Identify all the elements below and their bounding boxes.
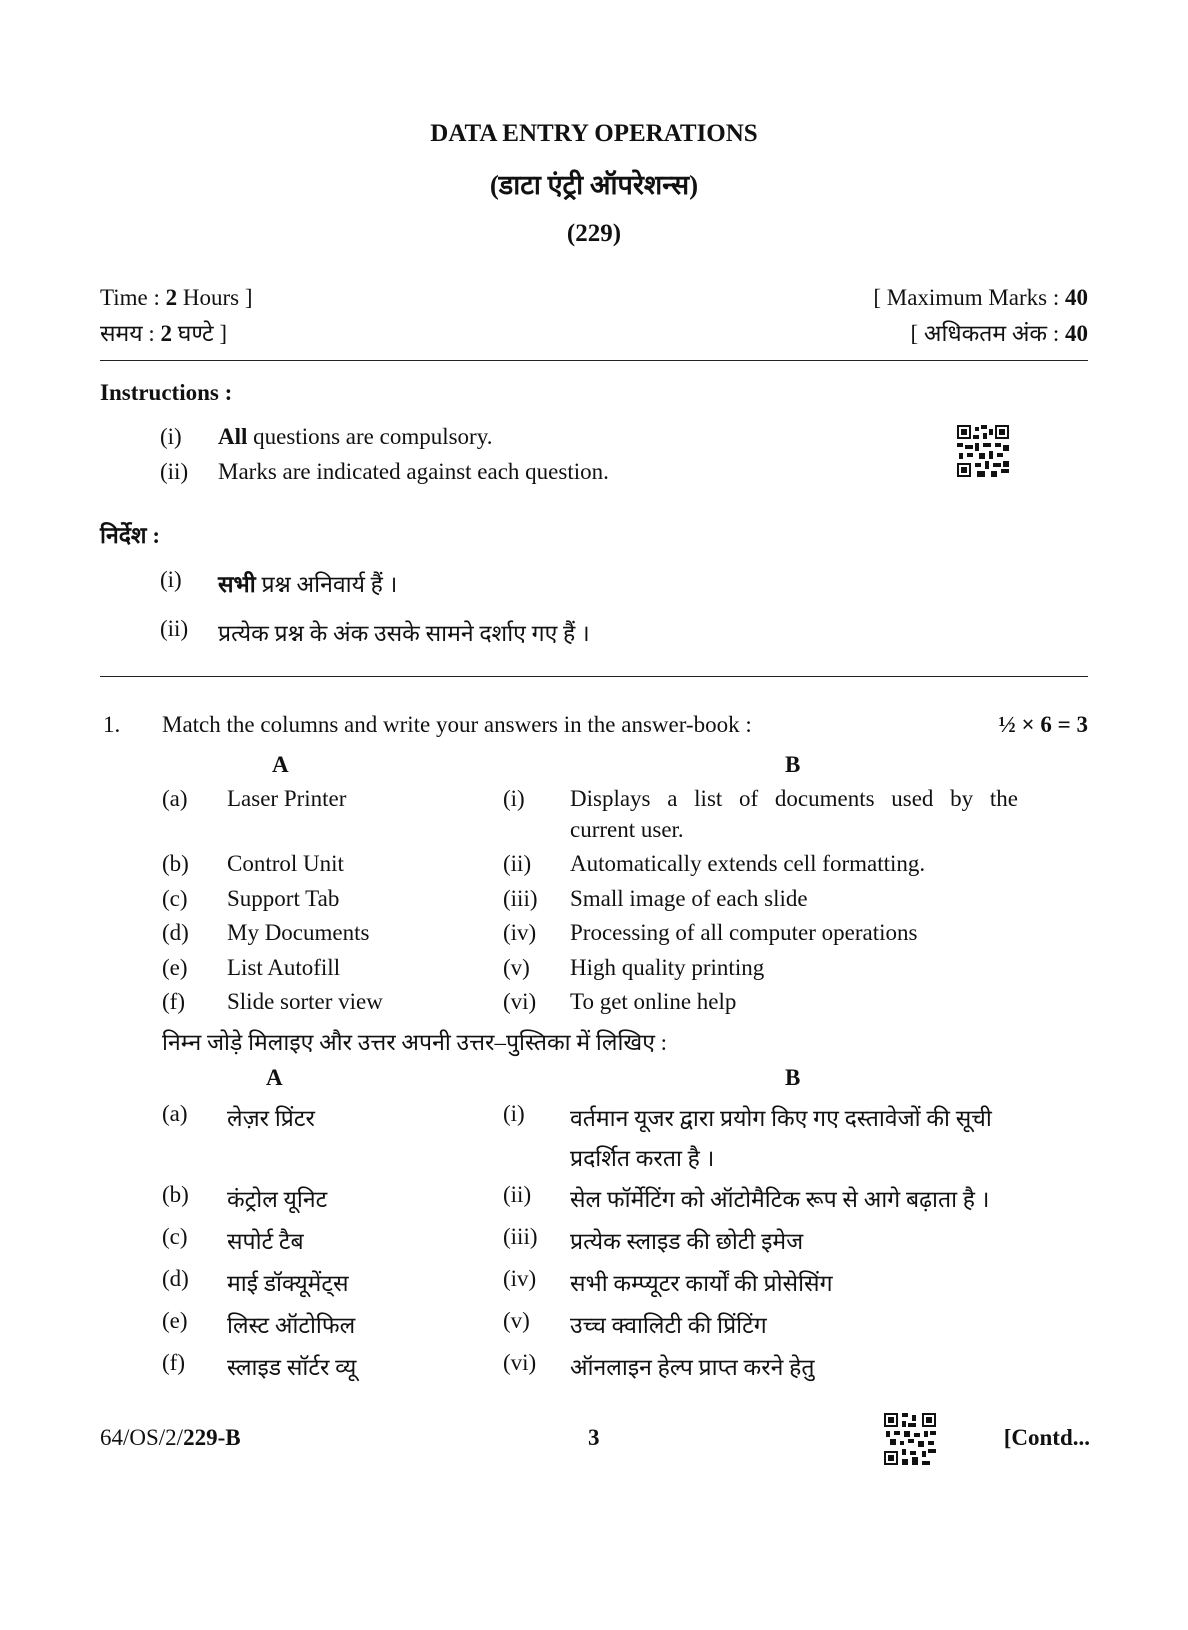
column-b-item: High quality printing: [570, 955, 765, 980]
column-a-item: माई डॉक्यूमेंट्स: [227, 1271, 349, 1296]
row-letter: (d): [162, 1266, 189, 1291]
row-numeral: (v): [503, 1308, 530, 1333]
instruction-text: All questions are compulsory.: [218, 424, 493, 449]
row-numeral: (iii): [503, 1224, 538, 1249]
row-numeral: (iv): [503, 1266, 537, 1291]
column-a-item: Support Tab: [227, 886, 340, 911]
column-b-item-continued: प्रदर्शित करता है ।: [570, 1146, 715, 1171]
continued-label: [Contd...: [1003, 1425, 1090, 1450]
column-b-item: सभी कम्प्यूटर कार्यों की प्रोसेसिंग: [570, 1271, 833, 1296]
question-number: 1.: [103, 712, 121, 737]
column-a-item: Control Unit: [227, 851, 344, 876]
column-b-item: वर्तमान यूजर द्वारा प्रयोग किए गए दस्तावेजों की सूची: [570, 1106, 992, 1131]
column-a-header: A: [272, 752, 289, 777]
column-a-item: List Autofill: [227, 955, 341, 980]
column-a-item: Laser Printer: [227, 786, 347, 811]
instruction-text-hindi: सभी प्रश्न अनिवार्य हैं ।: [218, 572, 398, 597]
instructions-heading: Instructions :: [100, 380, 233, 405]
row-letter: (c): [162, 1224, 188, 1249]
instruction-text: Marks are indicated against each question.: [218, 459, 609, 484]
time-en: Time : 2 Hours ]: [100, 285, 253, 310]
question-prompt-hindi: निम्न जोड़े मिलाइए और उत्तर अपनी उत्तर–पुस्तिका में लिखिए :: [162, 1030, 668, 1055]
column-b-item: ऑनलाइन हेल्प प्राप्त करने हेतु: [570, 1355, 815, 1380]
row-letter: (b): [162, 1182, 189, 1207]
column-b-item-continued: current user.: [570, 817, 684, 842]
max-marks-hi: [ अधिकतम अंक : 40: [910, 321, 1088, 346]
row-letter: (a): [162, 786, 188, 811]
column-a-item: स्लाइड सॉर्टर व्यू: [227, 1355, 357, 1380]
column-b-header: B: [785, 752, 801, 777]
row-numeral: (ii): [503, 1182, 532, 1207]
row-numeral: (iii): [503, 886, 538, 911]
instructions-divider: [100, 676, 1088, 677]
instruction-num: (ii): [160, 616, 189, 641]
column-b-header: B: [785, 1065, 801, 1090]
row-letter: (b): [162, 851, 189, 876]
qr-code-top: [957, 425, 1009, 477]
row-letter: (f): [162, 989, 185, 1014]
qr-code-bottom: [884, 1413, 936, 1465]
row-numeral: (iv): [503, 920, 537, 945]
row-numeral: (vi): [503, 989, 537, 1014]
row-numeral: (ii): [503, 851, 532, 876]
column-a-item: लेज़र प्रिंटर: [227, 1106, 315, 1131]
column-b-item: Automatically extends cell formatting.: [570, 851, 926, 876]
row-letter: (a): [162, 1101, 188, 1126]
row-numeral: (v): [503, 955, 530, 980]
footer-paper-code: 64/OS/2/229-B: [100, 1425, 241, 1450]
row-letter: (e): [162, 1308, 188, 1333]
row-letter: (e): [162, 955, 188, 980]
time-hi: समय : 2 घण्टे ]: [100, 321, 228, 346]
column-a-item: कंट्रोल यूनिट: [227, 1187, 328, 1212]
column-b-item: Processing of all computer operations: [570, 920, 918, 945]
paper-code: (229): [566, 220, 622, 247]
column-b-item: Displays a list of documents used by the: [570, 786, 1018, 811]
row-letter: (f): [162, 1350, 185, 1375]
column-b-item: To get online help: [570, 989, 737, 1014]
row-numeral: (i): [503, 786, 525, 811]
question-prompt: Match the columns and write your answers in the answer-book :: [162, 712, 752, 737]
column-a-header: A: [266, 1065, 283, 1090]
instruction-num: (i): [160, 567, 182, 592]
max-marks-en: [ Maximum Marks : 40: [873, 285, 1088, 310]
column-a-item: लिस्ट ऑटोफिल: [227, 1313, 356, 1338]
row-letter: (c): [162, 886, 188, 911]
row-numeral: (vi): [503, 1350, 537, 1375]
instruction-num: (i): [160, 424, 182, 449]
column-a-item: Slide sorter view: [227, 989, 383, 1014]
instruction-text-hindi: प्रत्येक प्रश्न के अंक उसके सामने दर्शाए गए हैं ।: [218, 621, 590, 646]
column-b-item: प्रत्येक स्लाइड की छोटी इमेज: [570, 1229, 804, 1254]
column-b-item: उच्च क्वालिटी की प्रिंटिंग: [570, 1313, 767, 1338]
column-a-item: सपोर्ट टैब: [227, 1229, 304, 1254]
paper-title: DATA ENTRY OPERATIONS: [430, 120, 758, 147]
column-b-item: Small image of each slide: [570, 886, 808, 911]
question-marks: ½ × 6 = 3: [998, 712, 1088, 737]
page-number: 3: [588, 1425, 600, 1450]
row-letter: (d): [162, 920, 189, 945]
instructions-heading-hindi: निर्देश :: [100, 523, 160, 548]
column-a-item: My Documents: [227, 920, 370, 945]
instruction-num: (ii): [160, 459, 189, 484]
paper-title-hindi: (डाटा एंट्री ऑपरेशन्स): [489, 170, 699, 200]
row-numeral: (i): [503, 1101, 525, 1126]
header-divider: [100, 360, 1088, 361]
column-b-item: सेल फॉर्मेटिंग को ऑटोमैटिक रूप से आगे बढ़ाता है ।: [570, 1187, 990, 1212]
